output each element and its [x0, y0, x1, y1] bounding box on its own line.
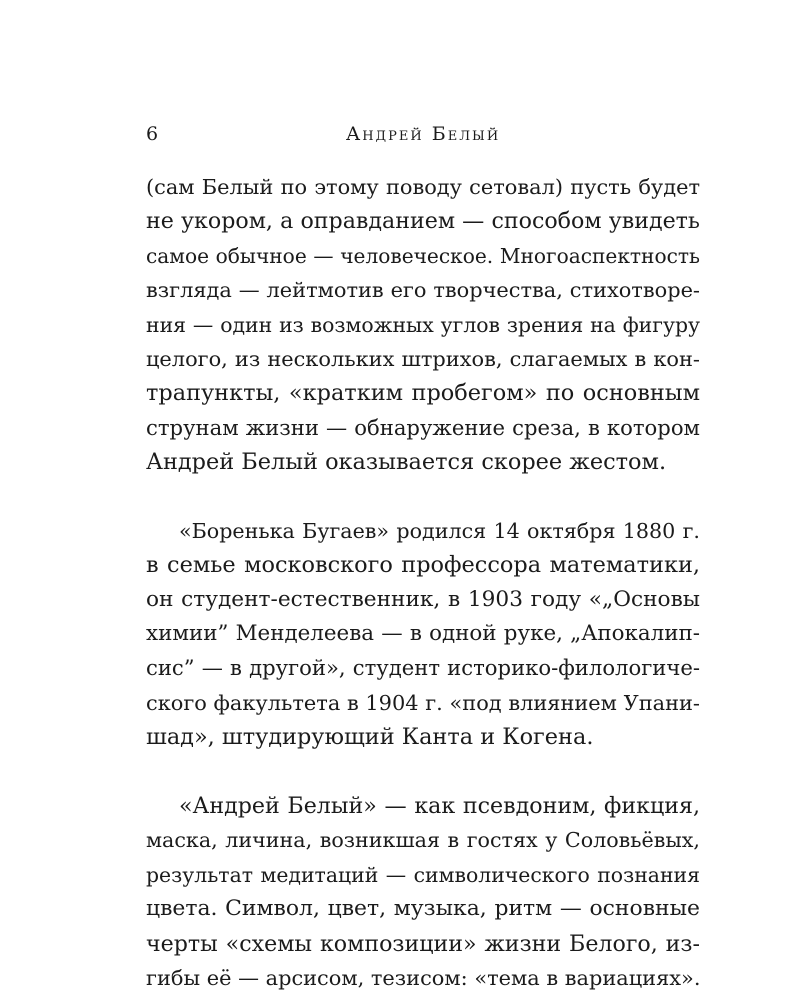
text-line: не укором, а оправданием — способом увидеть	[146, 208, 700, 235]
text-line: взгляда — лейтмотив его творчества, стихотворе-	[146, 278, 700, 303]
paragraph-1	[146, 170, 700, 480]
text-line: самое обычное — человеческое. Многоаспектность	[146, 243, 700, 268]
text-line: трапункты, «кратким пробегом» по основным	[146, 380, 700, 407]
text-line: целого, из нескольких штрихов, слагаемых в кон-	[146, 346, 700, 371]
paragraph-2	[146, 514, 700, 755]
text-line: черты «схемы композиции» жизни Белого, из-	[146, 930, 700, 957]
text-line: он студент-естественник, в 1903 году «„Основы	[146, 586, 700, 612]
text-line: «Андрей Белый» — как псевдоним, фикция,	[179, 793, 700, 820]
text-line: сис” — в другой», студент историко-филологиче-	[146, 655, 700, 681]
text-line: маска, личина, возникшая в гостях у Соловьёвых,	[146, 828, 700, 853]
text-line: «Боренька Бугаев» родился 14 октября 1880 г.	[179, 518, 700, 543]
running-head	[146, 122, 700, 146]
text-line: химии” Менделеева — в одной руке, „Апокалип-	[146, 621, 700, 647]
text-line: Андрей Белый оказывается скорее жестом.	[146, 449, 667, 476]
paragraph-3	[146, 789, 700, 995]
paragraph-gap	[146, 755, 700, 789]
text-line: (сам Белый по этому поводу сетовал) пусть будет	[146, 175, 700, 199]
text-line: результат медитаций — символического познания	[146, 862, 700, 887]
body-text	[146, 170, 700, 995]
text-line: ского факультета в 1904 г. «под влиянием Упани-	[146, 690, 700, 715]
running-head-title: Андрей Белый	[345, 123, 501, 145]
text-line: в семье московского профессора математики,	[146, 552, 700, 579]
text-line: шад», штудирующий Канта и Когена.	[146, 724, 594, 751]
text-line: струнам жизни — обнаружение среза, в котором	[146, 414, 700, 440]
page-number: 6	[146, 123, 159, 145]
paragraph-gap	[146, 480, 700, 514]
text-line: цвета. Символ, цвет, музыка, ритм — основные	[146, 896, 700, 922]
text-line: ния — один из возможных углов зрения на фигуру	[146, 312, 700, 337]
text-line: гибы её — арсисом, тезисом: «тема в вариациях».	[146, 965, 701, 990]
